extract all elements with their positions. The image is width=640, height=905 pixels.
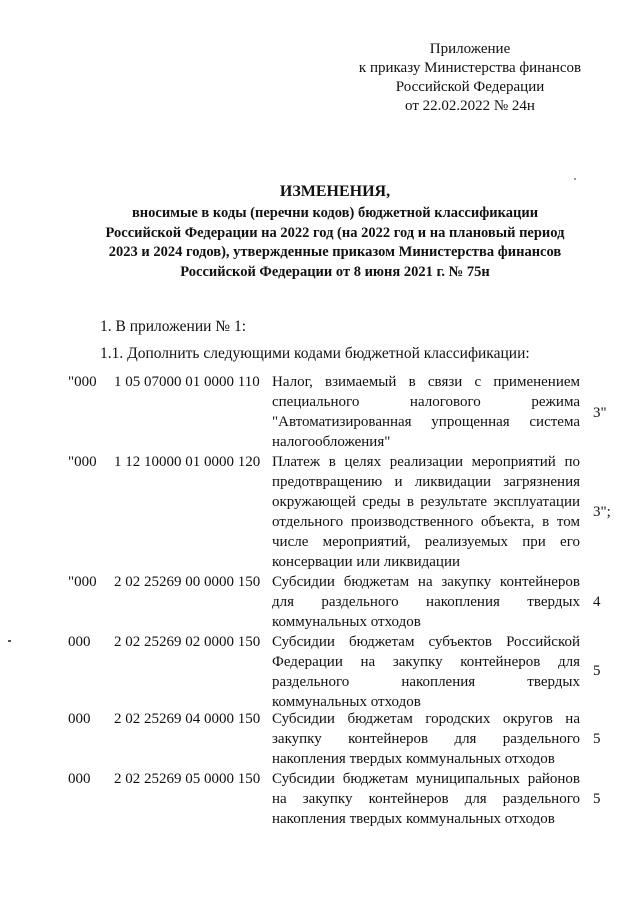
appendix-line: от 22.02.2022 № 24н [405, 98, 535, 114]
code-description [272, 452, 580, 572]
classification-code: 2 02 25269 05 0000 150 [114, 771, 261, 787]
description-line: Субсидии бюджетам муниципальных районов [272, 771, 580, 787]
level-marker: 3" [593, 405, 607, 421]
description-line: коммунальных отходов [272, 694, 421, 710]
description-line: Налог, взимаемый в связи с применением [272, 374, 580, 390]
paragraph-1-1: 1.1. Дополнить следующими кодами бюджетной классификации: [100, 345, 530, 362]
classification-code: 2 02 25269 02 0000 150 [114, 634, 261, 650]
subtitle-line: вносимые в коды (перечни кодов) бюджетной классификации [131, 205, 539, 221]
code-description [272, 632, 580, 712]
code-description [272, 709, 580, 769]
document-subtitle [40, 204, 630, 282]
appendix-line: к приказу Министерства финансов [358, 60, 582, 76]
description-line: отдельного производственного объекта, в том [272, 514, 580, 530]
description-line: накопления твердых коммунальных отходов [272, 811, 555, 827]
description-line: окружающей среды в результате эксплуатации [272, 494, 580, 510]
document-title: ИЗМЕНЕНИЯ, [279, 183, 391, 200]
classification-code: 2 02 25269 00 0000 150 [114, 574, 261, 590]
appendix-reference [330, 40, 610, 116]
level-marker: 3"; [593, 504, 611, 520]
description-line: раздельного накопления твердых [272, 674, 580, 690]
description-line: накопления твердых коммунальных отходов [272, 751, 555, 767]
description-line: консервации или ликвидации [272, 554, 460, 570]
description-line: для раздельного накопления твердых [272, 594, 580, 610]
scan-mark [8, 640, 11, 642]
level-marker: 5 [593, 663, 601, 679]
admin-code: "000 [68, 374, 97, 390]
description-line: Субсидии бюджетам городских округов на [272, 711, 580, 727]
description-line: закупку контейнеров для раздельного [272, 731, 580, 747]
description-line: Платеж в целях реализации мероприятий по [272, 454, 580, 470]
admin-code: 000 [68, 634, 91, 650]
admin-code: 000 [68, 771, 91, 787]
level-marker: 4 [593, 594, 601, 610]
description-line: на закупку контейнеров для раздельного [272, 791, 580, 807]
code-description [272, 572, 580, 632]
paragraph-1: 1. В приложении № 1: [100, 318, 247, 335]
admin-code: 000 [68, 711, 91, 727]
description-line: "Автоматизированная упрощенная система [272, 414, 580, 430]
appendix-line: Российской Федерации [395, 79, 545, 95]
description-line: числе мероприятий, реализуемых при его [272, 534, 580, 550]
level-marker: 5 [593, 731, 601, 747]
scan-speck [574, 178, 576, 180]
description-line: Субсидии бюджетам на закупку контейнеров [272, 574, 580, 590]
document-heading [40, 182, 630, 282]
subtitle-line: Российской Федерации на 2022 год (на 2022 год и на плановый период [105, 224, 565, 241]
subtitle-line: Российской Федерации от 8 июня 2021 г. № 75н [180, 263, 490, 280]
code-description [272, 769, 580, 829]
classification-code: 1 05 07000 01 0000 110 [114, 374, 260, 390]
classification-code: 2 02 25269 04 0000 150 [114, 711, 261, 727]
admin-code: "000 [68, 454, 97, 470]
appendix-line: Приложение [429, 41, 511, 57]
description-line: специального налогового режима [272, 394, 580, 410]
code-description [272, 372, 580, 452]
admin-code: "000 [68, 574, 97, 590]
classification-code: 1 12 10000 01 0000 120 [114, 454, 261, 470]
description-line: налогообложения" [272, 434, 391, 450]
description-line: Федерации на закупку контейнеров для [272, 654, 580, 670]
description-line: Субсидии бюджетам субъектов Российской [272, 634, 580, 650]
description-line: коммунальных отходов [272, 614, 421, 630]
subtitle-line: 2023 и 2024 годов), утвержденные приказом Министерства финансов [108, 244, 562, 260]
level-marker: 5 [593, 791, 601, 807]
description-line: предотвращению и ликвидации загрязнения [272, 474, 580, 490]
